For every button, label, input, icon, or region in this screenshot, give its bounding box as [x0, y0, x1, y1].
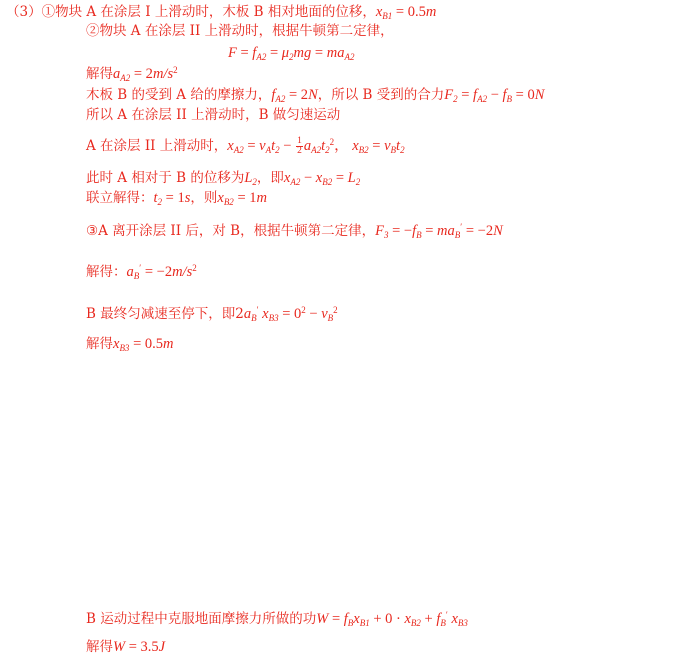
math-expression: $t_2 = 1s$ — [153, 190, 191, 207]
line-text: B 运动过程中克服地面摩擦力所做的功 — [86, 611, 317, 627]
line-text: （3）①物块 A 在涂层 I 上滑动时，木板 B 相对地面的位移， — [6, 4, 376, 20]
line-text: ③A 离开涂层 II 后，对 B，根据牛顿第二定律， — [86, 223, 376, 239]
line-text: 木板 B 的受到 A 给的摩擦力， — [86, 87, 272, 103]
solution-line-3 — [228, 44, 354, 62]
math-expression: $L_2$ — [244, 170, 257, 187]
line-text: ，即 — [256, 170, 284, 186]
solution-line-13 — [86, 335, 173, 353]
math-expression: $x_{B2} = 1m$ — [217, 190, 267, 207]
line-text: 解得 — [86, 639, 113, 655]
solution-line-5 — [86, 86, 544, 104]
math-expression: $a_{A2} = 2m/s^2$ — [113, 65, 178, 83]
solution-line-6 — [86, 106, 340, 124]
math-expression: $x_{A2} - x_{B2} = L_2$ — [283, 170, 361, 187]
math-expression: $F_2 = f_{A2} - f_B = 0N$ — [444, 87, 545, 104]
line-text: 联立解得： — [86, 190, 154, 206]
fraction: $\frac{1}{2}$ — [297, 136, 302, 157]
solution-line-11 — [86, 263, 197, 281]
line-text: 此时 A 相对于 B 的位移为 — [86, 170, 245, 186]
math-expression: $F_3 = -f_B = ma_B' = -2N$ — [375, 222, 503, 240]
solution-line-8 — [86, 169, 360, 187]
line-text: ，则 — [190, 190, 218, 206]
math-expression: $f_{A2} = 2N$ — [271, 87, 318, 104]
solution-line-2 — [86, 22, 394, 40]
math-expression: $F = f_{A2} = \mu_2mg = ma_{A2}$ — [228, 45, 355, 62]
solution-line-10 — [86, 222, 503, 240]
solution-line-1 — [6, 3, 436, 21]
line-text: 解得 — [86, 66, 113, 82]
line-text: ②物块 A 在涂层 II 上滑动时，根据牛顿第二定律， — [86, 23, 394, 39]
line-text: B 最终匀减速至停下，即2 — [86, 306, 244, 322]
math-expression: $x_{A2} = v_At_2$ − $\frac{1}{2}$ $a_{A2}t_2^2$， $x_{B2} = v_Bt_2$ — [227, 136, 405, 157]
line-text: ，所以 B 受到的合力 — [317, 87, 445, 103]
solution-line-4 — [86, 65, 178, 83]
line-text: 所以 A 在涂层 II 上滑动时，B 做匀速运动 — [86, 107, 341, 123]
solution-line-9 — [86, 189, 267, 207]
math-expression: W = 3.5J — [113, 639, 166, 655]
math-expression: $x_{B3} = 0.5m$ — [113, 336, 174, 353]
math-expression: $a_B'$ $x_{B3} = 0^2 - v_B^2$ — [243, 305, 338, 323]
line-text: A 在涂层 II 上滑动时， — [86, 138, 228, 154]
line-text: 解得： — [86, 264, 127, 280]
solution-line-7 — [86, 137, 405, 156]
solution-line-15 — [86, 638, 165, 656]
solution-line-14 — [86, 610, 468, 628]
line-text: 解得 — [86, 336, 113, 352]
math-expression: $a_B' = -2m/s^2$ — [126, 263, 197, 281]
math-expression: $x_{B1} = 0.5m$ — [375, 4, 437, 21]
solution-line-12 — [86, 305, 338, 323]
math-expression: $W = f_Bx_{B1} + 0 \cdot x_{B2} + f_B'$ $x_{B3}$ — [316, 610, 468, 628]
